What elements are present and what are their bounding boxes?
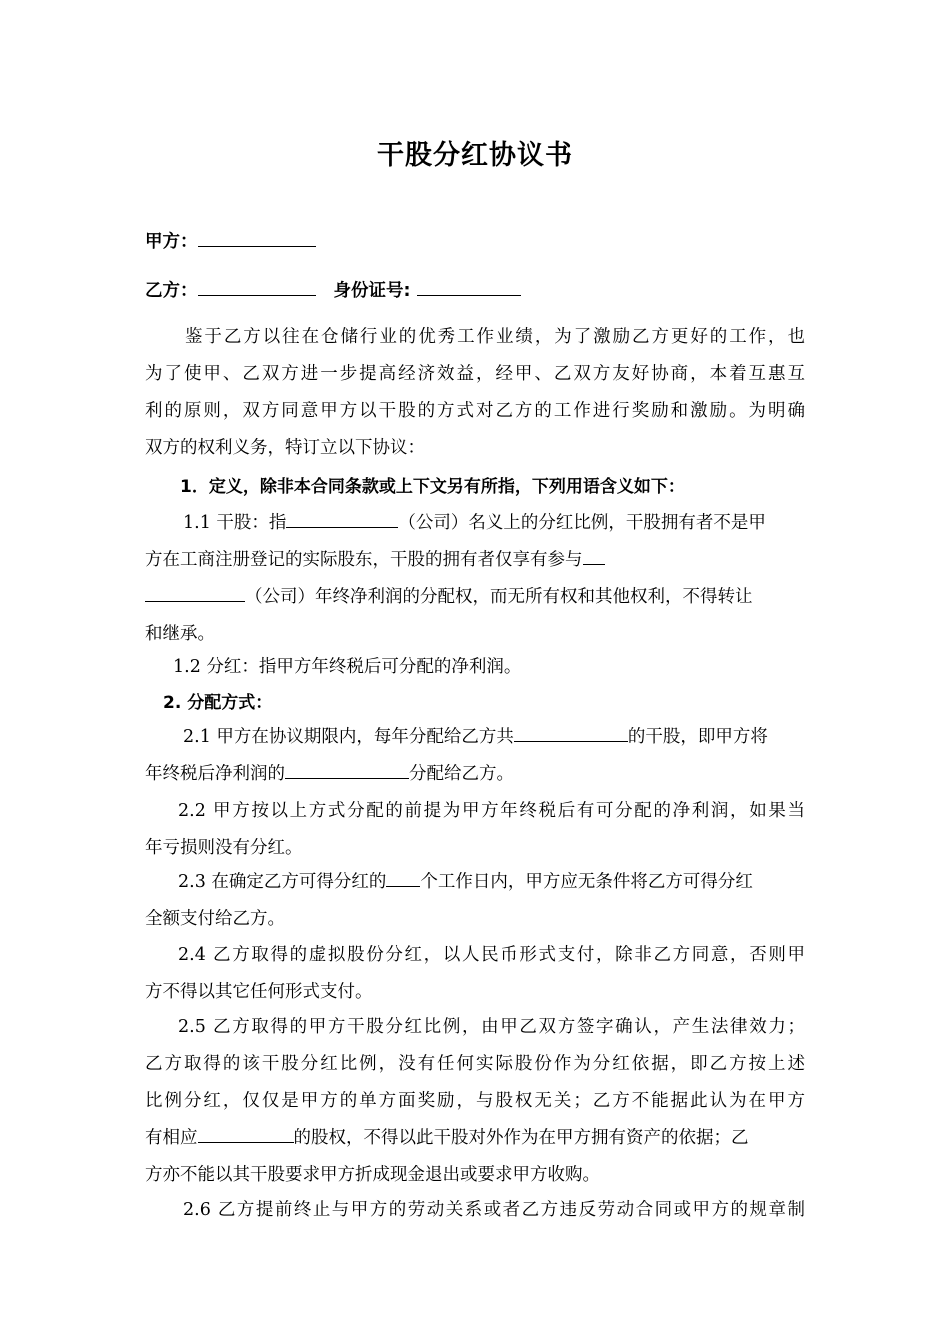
party-b-label: 乙方： (145, 281, 198, 301)
clause-2-1-text-c: 年终税后净利润的 (145, 764, 285, 784)
clause-2-5-text-d: 有相应 (145, 1128, 198, 1148)
clause-2-5-line-5: 方亦不能以其干股要求甲方折成现金退出或要求甲方收购。 (145, 1165, 600, 1185)
party-b-line (145, 277, 805, 302)
intro-line-3: 利的原则，双方同意甲方以干股的方式对乙方的工作进行奖励和激励。为明确 (145, 401, 805, 421)
clause-1-1-text-c: 方在工商注册登记的实际股东，干股的拥有者仅享有参与 (145, 550, 583, 570)
clause-1-1-text-b: （公司）名义上的分红比例，干股拥有者不是甲 (398, 513, 766, 533)
clause-2-2-line-2: 年亏损则没有分红。 (145, 838, 303, 858)
clause-2-1-line-2 (145, 760, 805, 785)
clause-2-2-line-1: 2.2 甲方按以上方式分配的前提为甲方年终税后有可分配的净利润，如果当 (178, 801, 805, 821)
intro-line-2: 为了使甲、乙双方进一步提高经济效益，经甲、乙双方友好协商，本着互惠互 (145, 364, 805, 384)
clause-2-5-line-4 (145, 1124, 805, 1149)
clause-1-2: 1.2 分红：指甲方年终税后可分配的净利润。 (173, 657, 522, 677)
clause-2-1-text-b: 的干股，即甲方将 (627, 727, 768, 747)
party-b-blank (198, 294, 316, 296)
clause-1-1-line-1 (183, 509, 805, 534)
company-name-blank-1 (286, 526, 398, 528)
id-number-blank (417, 294, 521, 296)
equity-blank (198, 1141, 294, 1143)
document-title: 干股分红协议书 (377, 140, 573, 171)
clause-2-4-line-1: 2.4 乙方取得的虚拟股份分红，以人民币形式支付，除非乙方同意，否则甲 (178, 945, 805, 965)
clause-1-1-line-2 (145, 546, 805, 571)
clause-2-5-line-3: 比例分红，仅仅是甲方的单方面奖励，与股权无关；乙方不能据此认为在甲方 (145, 1091, 805, 1111)
party-a-label: 甲方： (145, 232, 198, 252)
clause-2-5-text-e: 的股权，不得以此干股对外作为在甲方拥有资产的依据；乙 (293, 1128, 749, 1148)
share-ratio-blank (514, 740, 628, 742)
clause-2-3-line-2: 全额支付给乙方。 (145, 909, 285, 929)
clause-1-1-text-d: （公司）年终净利润的分配权，而无所有权和其他权利，不得转让 (245, 587, 753, 607)
clause-2-5-line-2: 乙方取得的该干股分红比例，没有任何实际股份作为分红依据，即乙方按上述 (145, 1054, 805, 1074)
clause-2-3-line-1 (178, 868, 805, 893)
clause-2-1-text-d: 分配给乙方。 (409, 764, 514, 784)
party-a-line (145, 228, 805, 253)
clause-2-3-text-a: 2.3 在确定乙方可得分红的 (178, 872, 387, 892)
clause-2-4-line-2: 方不得以其它任何形式支付。 (145, 982, 373, 1002)
clause-1-1-line-3 (145, 583, 805, 608)
intro-line-1: 鉴于乙方以往在仓储行业的优秀工作业绩，为了激励乙方更好的工作，也 (185, 327, 805, 347)
clause-2-5-line-1: 2.5 乙方取得的甲方干股分红比例，由甲乙双方签字确认，产生法律效力； (178, 1017, 805, 1037)
section-2-heading: 2. 分配方式： (163, 693, 273, 713)
workday-blank (386, 885, 420, 887)
section-1-heading: 1．定义，除非本合同条款或上下文另有所指，下列用语含义如下： (180, 477, 685, 497)
clause-2-1-line-1 (183, 723, 805, 748)
clause-1-1-text-a: 1.1 干股：指 (183, 513, 287, 533)
clause-2-1-text-a: 2.1 甲方在协议期限内，每年分配给乙方共 (183, 727, 514, 747)
clause-2-6-line-1: 2.6 乙方提前终止与甲方的劳动关系或者乙方违反劳动合同或甲方的规章制 (183, 1200, 805, 1220)
clause-2-3-text-b: 个工作日内，甲方应无条件将乙方可得分红 (420, 872, 753, 892)
profit-ratio-blank (285, 777, 409, 779)
company-name-blank-2b (145, 600, 245, 602)
party-a-blank (198, 245, 316, 247)
id-number-label: 身份证号: (333, 281, 411, 301)
clause-1-1-line-4: 和继承。 (145, 624, 215, 644)
company-name-blank-2a (583, 563, 605, 565)
intro-line-4: 双方的权利义务，特订立以下协议： (145, 438, 425, 458)
